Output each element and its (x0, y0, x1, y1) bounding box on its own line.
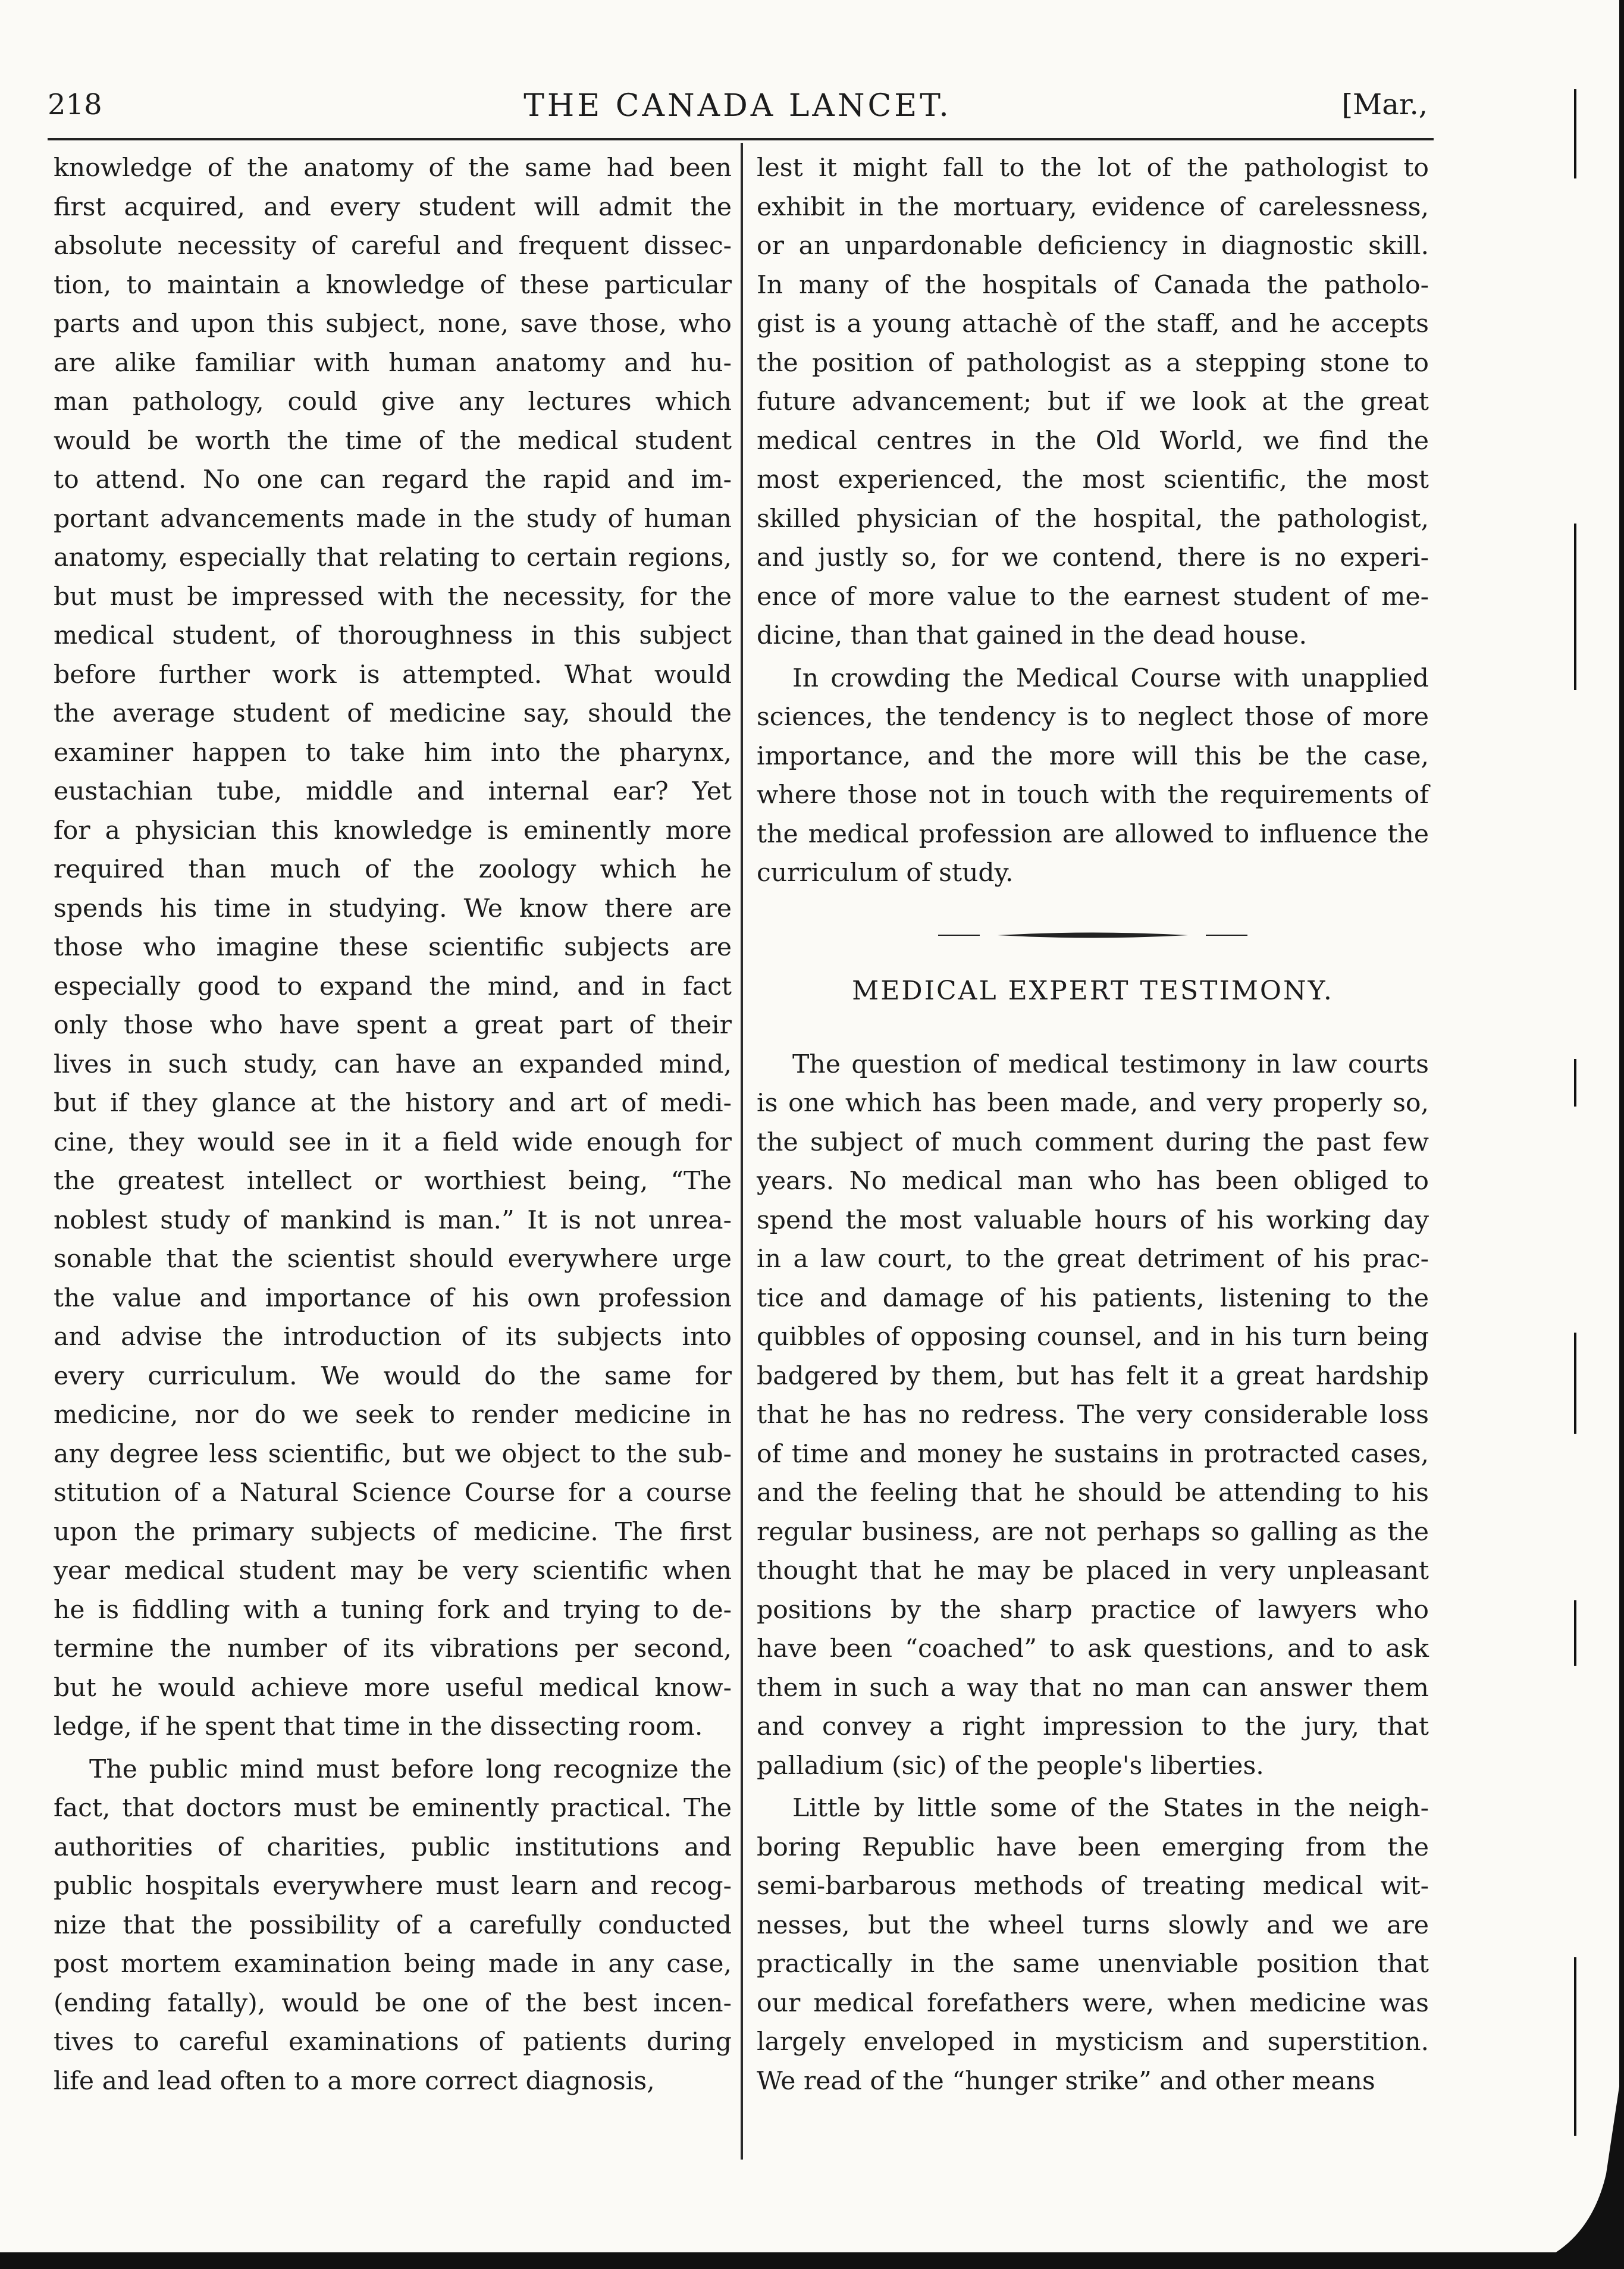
text-line: importance, and the more will this be the case, (757, 741, 1429, 771)
margin-mark (1574, 1600, 1576, 1666)
text-line: most experienced, the most scientific, the most (757, 465, 1429, 494)
text-line: future advancement; but if we look at the great (757, 387, 1429, 416)
text-line: and the feeling that he should be attending to his (757, 1478, 1429, 1508)
text-line: spends his time in studying. We know there are (54, 894, 732, 923)
text-line: medical student, of thoroughness in this subject (54, 621, 732, 650)
ink-blot-icon (1517, 2055, 1624, 2269)
text-line: ence of more value to the earnest student of me- (757, 582, 1429, 612)
text-line: nize that the possibility of a carefully conducted (54, 1910, 732, 1940)
text-line: thought that he may be placed in very unpleasant (757, 1556, 1429, 1585)
text-line: examiner happen to take him into the pharynx, (54, 738, 732, 767)
text-line: the greatest intellect or worthiest being, “The (54, 1167, 732, 1196)
text-line: The question of medical testimony in law courts (792, 1049, 1429, 1079)
text-line: curriculum of study. (757, 858, 1014, 888)
right-paragraph-2 (757, 659, 1429, 893)
text-line: In many of the hospitals of Canada the patholo- (757, 270, 1429, 300)
text-line: nesses, but the wheel turns slowly and we are (757, 1910, 1429, 1940)
text-line: the subject of much comment during the past few (757, 1127, 1429, 1157)
issue-month: [Mar., (1341, 88, 1428, 121)
text-line: but he would achieve more useful medical know- (54, 1673, 732, 1703)
left-paragraph-2 (54, 1750, 732, 2101)
text-line: where those not in touch with the requirements of (757, 781, 1429, 810)
text-line: upon the primary subjects of medicine. The first (54, 1517, 732, 1547)
section-ornament (757, 917, 1429, 970)
text-line: he is fiddling with a tuning fork and trying to de- (54, 1595, 732, 1625)
text-line: those who imagine these scientific subjects are (54, 933, 732, 962)
text-line: first acquired, and every student will admit the (54, 192, 732, 222)
text-line: fact, that doctors must be eminently practical. The (54, 1794, 732, 1823)
text-line: tives to careful examinations of patients during (54, 2027, 732, 2057)
text-line: lives in such study, can have an expanded mind, (54, 1049, 732, 1079)
text-line: but if they glance at the history and art of medi- (54, 1089, 732, 1118)
journal-title: THE CANADA LANCET. (523, 88, 952, 124)
text-line: We read of the “hunger strike” and other means (757, 2066, 1375, 2096)
text-line: portant advancements made in the study of human (54, 504, 732, 534)
text-line: exhibit in the mortuary, evidence of carelessness, (757, 192, 1429, 222)
text-line: before further work is attempted. What would (54, 660, 732, 690)
page-bottom-edge (0, 2252, 1624, 2269)
right-paragraph-4 (757, 1789, 1429, 2101)
text-line: to attend. No one can regard the rapid and im- (54, 465, 732, 494)
text-line: (ending fatally), would be one of the best incen- (54, 1988, 732, 2018)
text-line: post mortem examination being made in any case, (54, 1950, 732, 1979)
text-line: required than much of the zoology which he (54, 855, 732, 884)
text-line: only those who have spent a great part of their (54, 1011, 732, 1040)
margin-mark (1574, 89, 1576, 178)
text-line: the position of pathologist as a stepping stone to (757, 348, 1429, 378)
text-line: for a physician this knowledge is eminently more (54, 816, 732, 845)
text-line: man pathology, could give any lectures which (54, 387, 732, 416)
text-line: that he has no redress. The very considerable loss (757, 1400, 1429, 1430)
text-line: noblest study of mankind is man.” It is not unrea- (54, 1205, 732, 1235)
right-column (757, 149, 1429, 2101)
text-line: quibbles of opposing counsel, and in his turn being (757, 1322, 1429, 1352)
left-paragraph-1 (54, 149, 732, 1747)
text-line: semi-barbarous methods of treating medical wit- (757, 1872, 1429, 1901)
text-line: our medical forefathers were, when medicine was (757, 1988, 1429, 2018)
text-line: especially good to expand the mind, and in fact (54, 971, 732, 1001)
text-line: or an unpardonable deficiency in diagnostic skill. (757, 231, 1429, 261)
text-line: the average student of medicine say, should the (54, 699, 732, 728)
text-line: are alike familiar with human anatomy and hu- (54, 348, 732, 378)
text-line: tion, to maintain a knowledge of these particular (54, 270, 732, 300)
text-line: sonable that the scientist should everywhere urge (54, 1245, 732, 1274)
text-line: anatomy, especially that relating to certain regions, (54, 543, 732, 572)
text-line: and convey a right impression to the jury, that (757, 1712, 1429, 1741)
text-line: lest it might fall to the lot of the pathologist to (757, 153, 1429, 183)
text-line: would be worth the time of the medical student (54, 426, 732, 456)
text-line: boring Republic have been emerging from the (757, 1832, 1429, 1862)
text-line: cine, they would see in it a field wide enough for (54, 1127, 732, 1157)
margin-mark (1574, 1059, 1576, 1107)
text-line: skilled physician of the hospital, the pathologist, (757, 504, 1429, 534)
header-rule (48, 138, 1434, 140)
page-header (48, 88, 1428, 138)
text-line: year medical student may be very scientific when (54, 1556, 732, 1585)
section-spacer (757, 893, 1429, 917)
right-paragraph-1 (757, 149, 1429, 656)
text-line: absolute necessity of careful and frequent dissec- (54, 231, 732, 261)
text-line: eustachian tube, middle and internal ear? Yet (54, 777, 732, 806)
text-line: medical centres in the Old World, we find the (757, 426, 1429, 456)
text-line: regular business, are not perhaps so galling as the (757, 1517, 1429, 1547)
page-edge-right (1619, 0, 1624, 2269)
text-line: stitution of a Natural Science Course for a course (54, 1478, 732, 1508)
text-line: years. No medical man who has been obliged to (757, 1167, 1429, 1196)
text-line: but must be impressed with the necessity, for the (54, 582, 732, 612)
text-line: of time and money he sustains in protracted cases, (757, 1439, 1429, 1469)
ornament-rule-icon (938, 926, 1247, 944)
text-line: dicine, than that gained in the dead house. (757, 621, 1307, 650)
text-line: life and lead often to a more correct diagnosis, (54, 2066, 655, 2096)
text-line: spend the most valuable hours of his working day (757, 1205, 1429, 1235)
text-line: tice and damage of his patients, listening to the (757, 1283, 1429, 1313)
text-line: have been “coached” to ask questions, and to ask (757, 1634, 1429, 1663)
text-line: and justly so, for we contend, there is no experi- (757, 543, 1429, 572)
text-line: The public mind must before long recognize the (89, 1754, 732, 1784)
text-line: sciences, the tendency is to neglect those of more (757, 703, 1429, 732)
text-line: the medical profession are allowed to influence the (757, 819, 1429, 849)
text-line: palladium (sic) of the people's liberties. (757, 1751, 1264, 1781)
text-line: knowledge of the anatomy of the same had been (54, 153, 732, 183)
text-line: ledge, if he spent that time in the dissecting room. (54, 1712, 703, 1741)
text-line: medicine, nor do we seek to render medicine in (54, 1400, 732, 1430)
text-line: authorities of charities, public institutions and (54, 1832, 732, 1862)
text-line: badgered by them, but has felt it a great hardship (757, 1361, 1429, 1391)
left-column (54, 149, 732, 2101)
text-line: positions by the sharp practice of lawyers who (757, 1595, 1429, 1625)
column-divider (741, 143, 743, 2160)
margin-mark (1574, 524, 1576, 690)
text-line: termine the number of its vibrations per second, (54, 1634, 732, 1663)
margin-mark (1574, 1333, 1576, 1434)
right-paragraph-3 (757, 1045, 1429, 1786)
text-line: Little by little some of the States in the neigh- (792, 1794, 1429, 1823)
text-line: the value and importance of his own profession (54, 1283, 732, 1313)
text-line: any degree less scientific, but we object to the sub- (54, 1439, 732, 1469)
text-line: practically in the same unenviable position that (757, 1950, 1429, 1979)
text-line: public hospitals everywhere must learn and recog- (54, 1872, 732, 1901)
text-line: them in such a way that no man can answer them (757, 1673, 1429, 1703)
text-line: and advise the introduction of its subjects into (54, 1322, 732, 1352)
text-line: In crowding the Medical Course with unapplied (792, 663, 1429, 693)
page-number: 218 (48, 88, 102, 121)
text-line: parts and upon this subject, none, save those, who (54, 309, 732, 339)
text-line: every curriculum. We would do the same for (54, 1361, 732, 1391)
section-title: MEDICAL EXPERT TESTIMONY. (852, 975, 1334, 1006)
text-line: largely enveloped in mysticism and superstition. (757, 2027, 1429, 2057)
text-line: in a law court, to the great detriment of his prac- (757, 1245, 1429, 1274)
text-line: gist is a young attachè of the staff, and he accepts (757, 309, 1429, 339)
text-line: is one which has been made, and very properly so, (757, 1089, 1429, 1118)
